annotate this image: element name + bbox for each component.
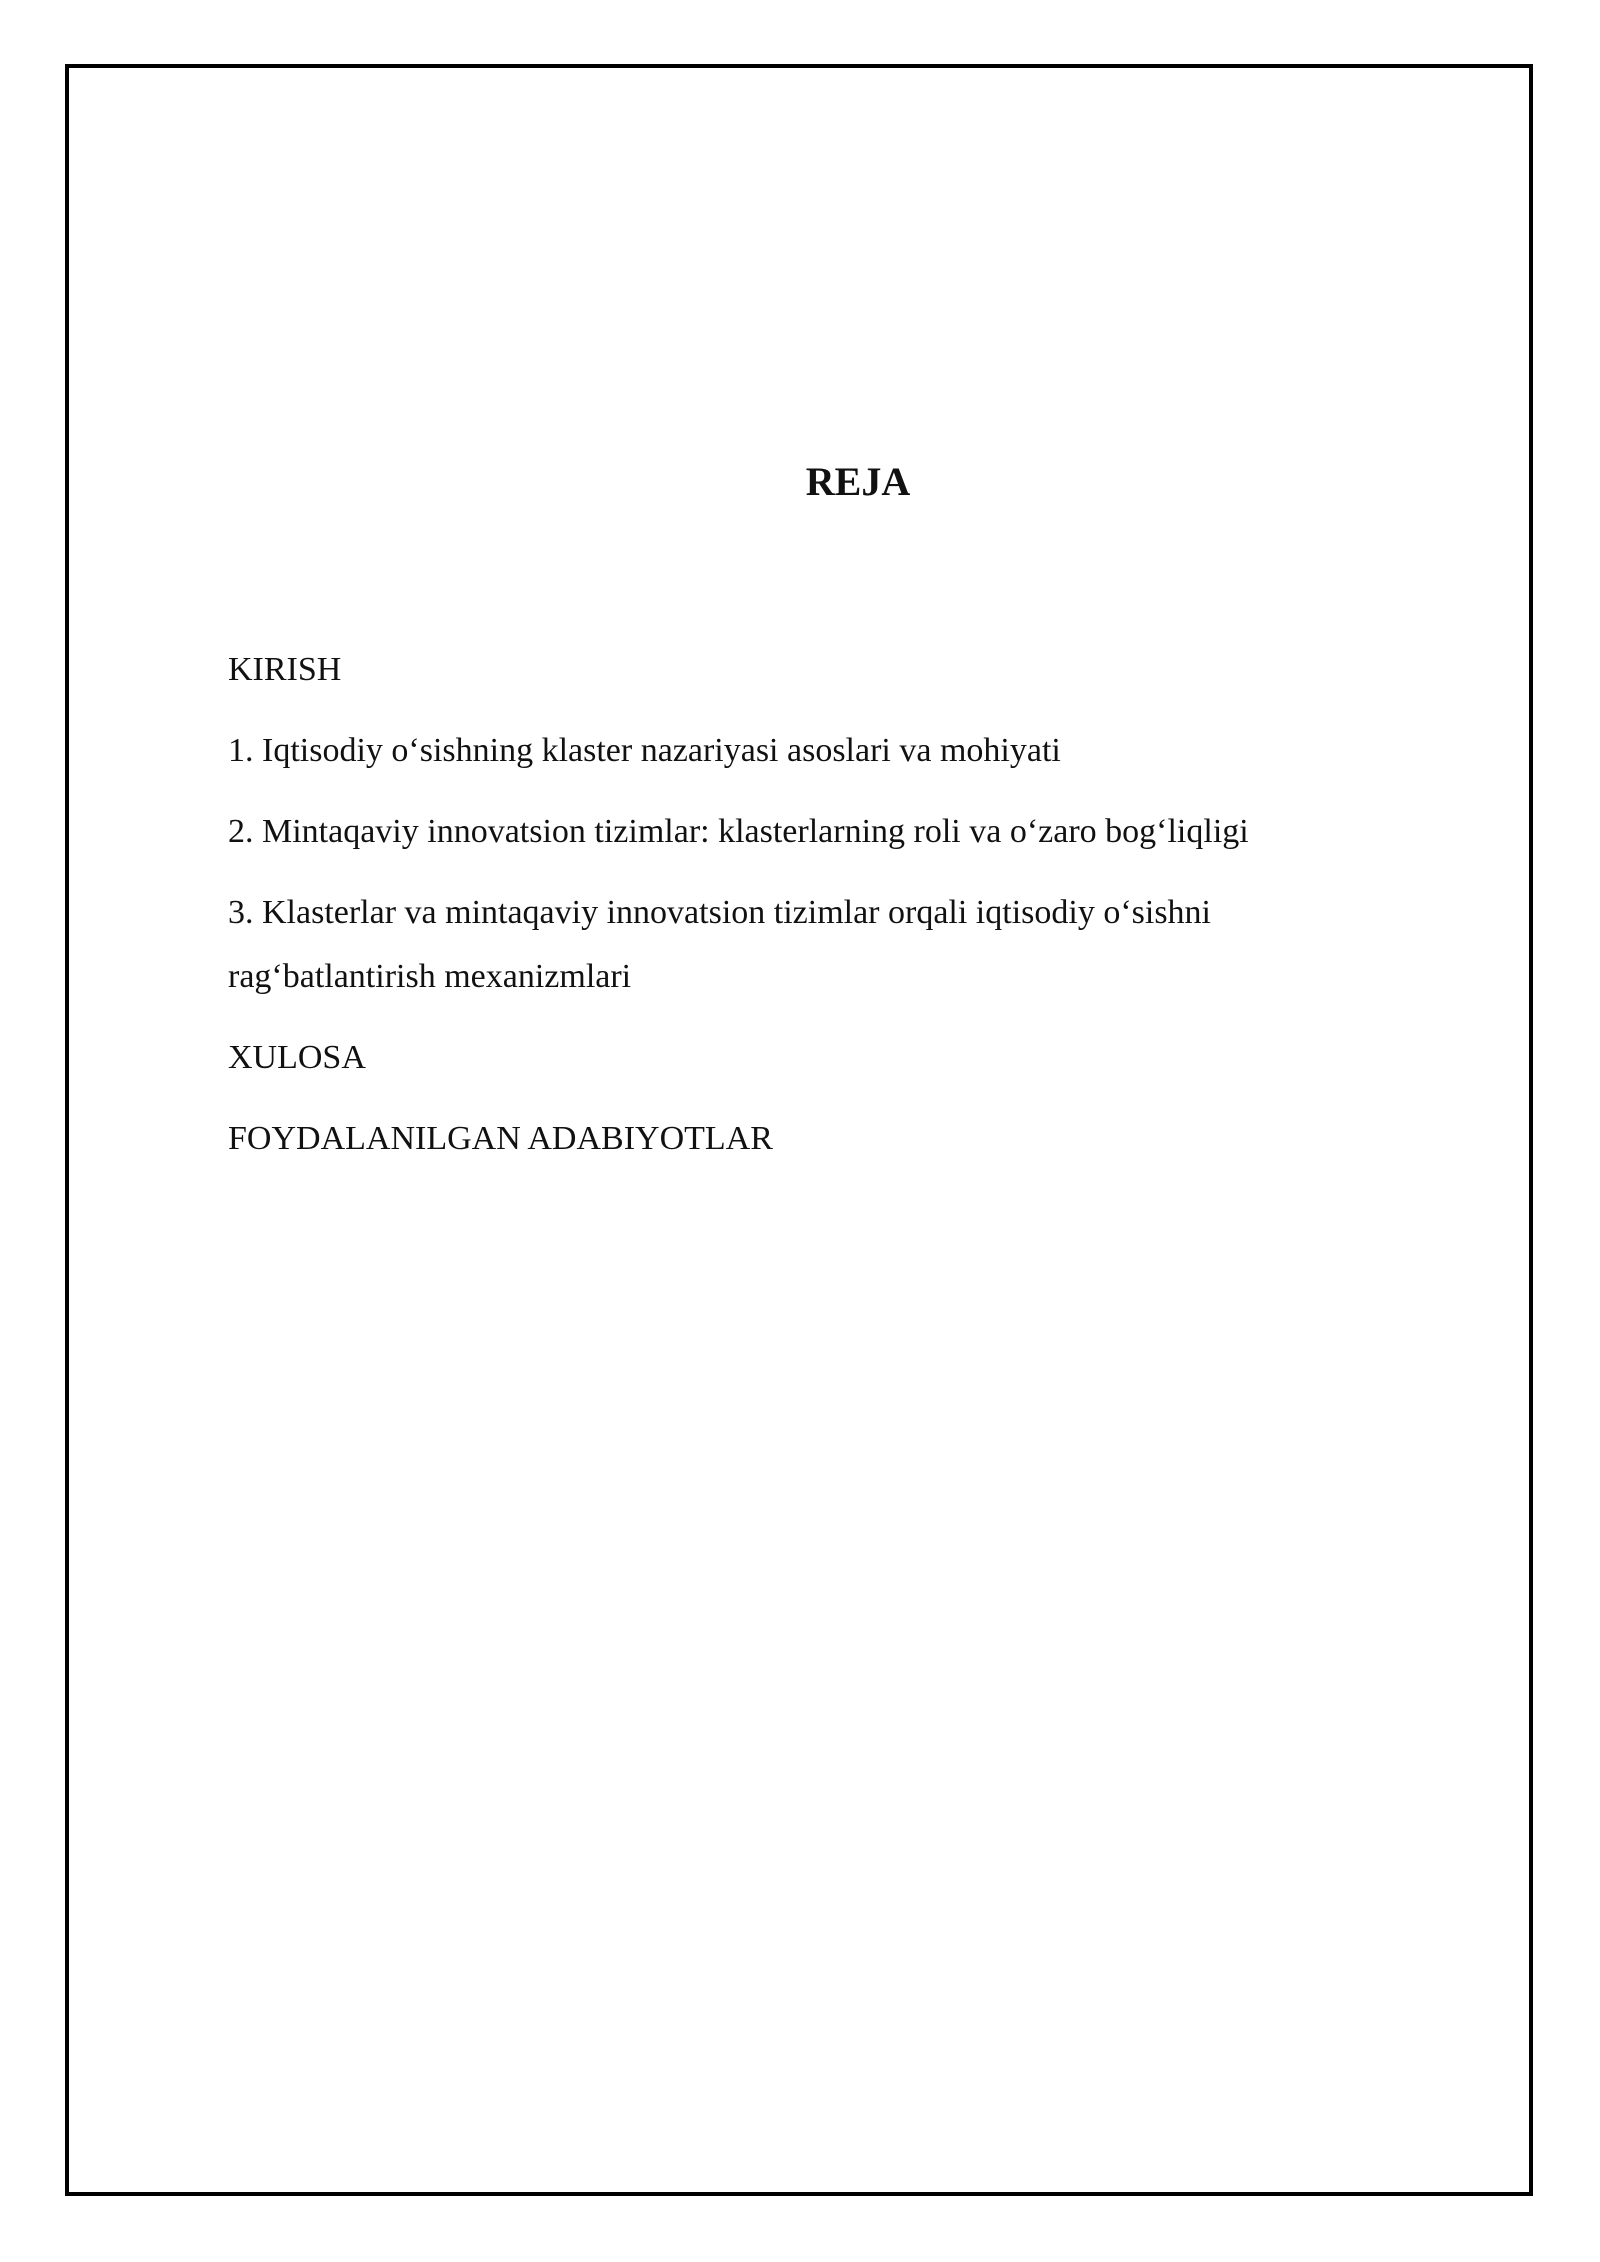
toc-item-intro: KIRISH [228, 651, 342, 688]
toc-item-3: 3. Klasterlar va mintaqaviy innovatsion tizimlar orqali iqtisodiy o‘sishni rag‘batlantirish mexanizmlari [228, 894, 1211, 995]
toc-item-1: 1. Iqtisodiy o‘sishning klaster nazariyasi asoslari va mohiyati [228, 732, 1061, 769]
page-content [228, 458, 1368, 1157]
table-of-contents [228, 638, 1408, 1188]
toc-item-references: FOYDALANILGAN ADABIYOTLAR [228, 1120, 773, 1157]
page-title: REJA [805, 459, 911, 504]
toc-item-conclusion: XULOSA [228, 1039, 366, 1076]
toc-item-2: 2. Mintaqaviy innovatsion tizimlar: klasterlarning roli va o‘zaro bog‘liqligi [228, 813, 1249, 850]
